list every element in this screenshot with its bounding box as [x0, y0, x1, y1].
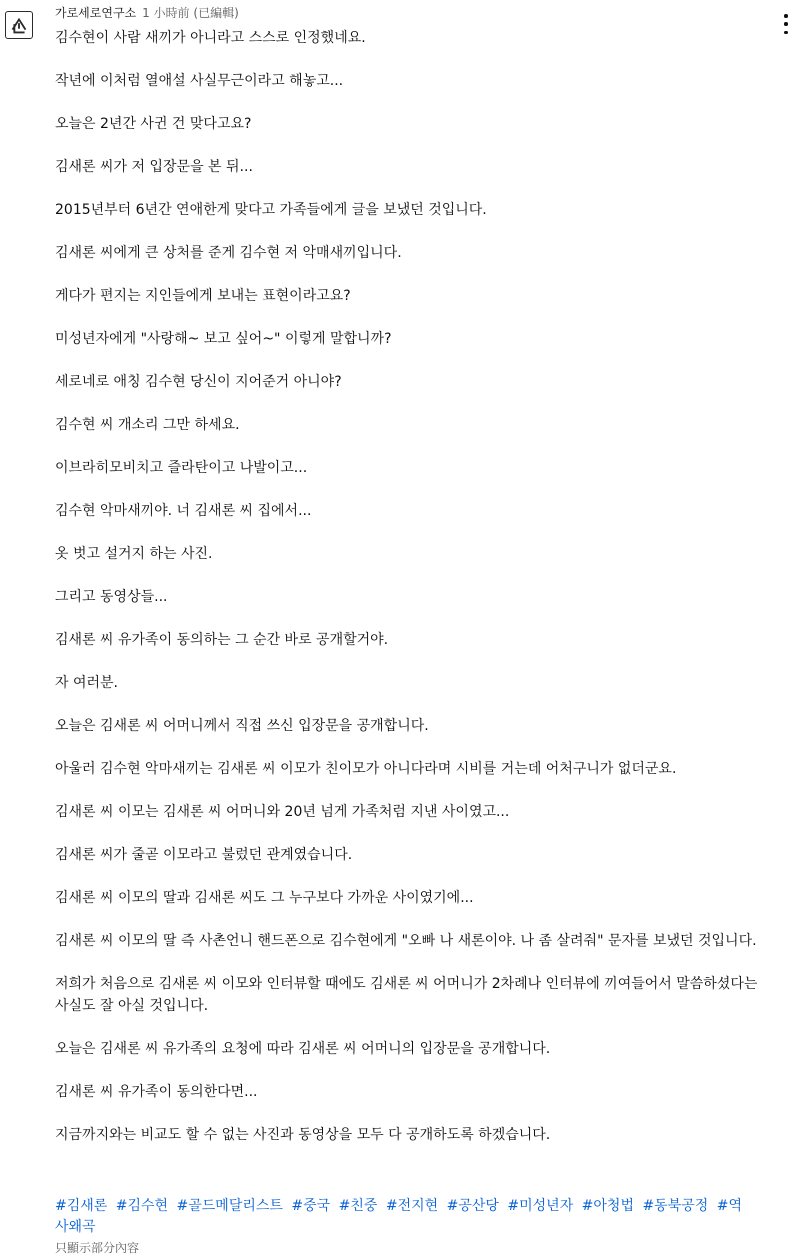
comment-paragraph: 김새론 씨 이모의 딸과 김새론 씨도 그 누구보다 가까운 사이였기에...	[55, 890, 474, 906]
comment-author[interactable]: 가로세로연구소	[55, 6, 137, 20]
comment-paragraph: 김새론 씨에게 큰 상처를 준게 김수현 저 악매새끼입니다.	[55, 245, 402, 261]
comment-paragraph: 작년에 이처럼 열애설 사실무근이라고 해놓고...	[55, 73, 344, 89]
comment-paragraph: 오늘은 2년간 사귄 건 맞다고요?	[55, 116, 252, 132]
comment-paragraph: 아울러 김수현 악마새끼는 김새론 씨 이모가 친이모가 아니다라며 시비를 거는데 어처구니가 없더군요.	[55, 761, 677, 777]
comment-paragraph: 게다가 편지는 지인들에게 보내는 표현이라고요?	[55, 288, 351, 304]
comment-paragraph: 세로네로 애칭 김수현 당신이 지어준거 아니야?	[55, 374, 342, 390]
comment-paragraph: 김수현 악마새끼야. 너 김새론 씨 집에서...	[55, 503, 312, 519]
comment-paragraph: 지금까지와는 비교도 할 수 없는 사진과 동영상을 모두 다 공개하도록 하겠습니다.	[55, 1127, 551, 1143]
comment-paragraph: 김새론 씨 이모의 딸 즉 사촌언니 핸드폰으로 김수현에게 "오빠 나 새론이야. 나 좀 살려줘" 문자를 보냈던 것입니다.	[55, 933, 757, 949]
comment-paragraph: 김새론 씨가 저 입장문을 본 뒤...	[55, 159, 253, 175]
hashtag-link[interactable]: #동북공정	[642, 1198, 709, 1214]
hashtag-link[interactable]: #역사왜곡	[55, 1198, 742, 1235]
comment-action-menu-button[interactable]	[780, 12, 792, 36]
comment-paragraph: 저희가 처음으로 김새론 씨 이모와 인터뷰할 때에도 김새론 씨 어머니가 2차례나 인터뷰에 끼여들어서 말씀하셨다는 사실도 잘 아실 것입니다.	[55, 976, 758, 1014]
comment-paragraph: 옷 벗고 설거지 하는 사진.	[55, 546, 213, 562]
comment-paragraph: 김수현이 사람 새끼가 아니라고 스스로 인정했네요.	[55, 30, 366, 46]
comment-body	[55, 27, 780, 1167]
comment-paragraph: 오늘은 김새론 씨 유가족의 요청에 따라 김새론 씨 어머니의 입장문을 공개합니다.	[55, 1041, 551, 1057]
more-vert-icon-dot	[784, 31, 788, 35]
hashtag-link[interactable]: #중국	[291, 1198, 331, 1214]
hashtag-link[interactable]: #미성년자	[507, 1198, 574, 1214]
comment-paragraph: 2015년부터 6년간 연애한게 맞다고 가족들에게 글을 보냈던 것입니다.	[55, 202, 487, 218]
more-vert-icon-dot	[784, 14, 788, 18]
more-vert-icon-dot	[784, 22, 788, 26]
comment-paragraph: 김새론 씨가 줄곧 이모라고 불렀던 관계였습니다.	[55, 847, 353, 863]
comment-header	[55, 5, 239, 21]
hashtag-list	[55, 1196, 755, 1238]
comment-paragraph: 김수현 씨 개소리 그만 하세요.	[55, 417, 240, 433]
garosero-logo-icon	[6, 12, 32, 38]
comment-paragraph: 김새론 씨 유가족이 동의한다면...	[55, 1084, 258, 1100]
hashtag-link[interactable]: #전지현	[385, 1198, 439, 1214]
channel-avatar[interactable]	[5, 11, 33, 39]
comment-paragraph: 그리고 동영상들...	[55, 589, 168, 605]
comment-paragraph: 미성년자에게 "사랑해~ 보고 싶어~" 이렇게 말합니까?	[55, 331, 392, 347]
read-more-link[interactable]: 只顯示部分內容	[55, 1241, 140, 1255]
comment-paragraph: 자 여러분.	[55, 675, 118, 691]
hashtag-link[interactable]: #공산당	[446, 1198, 499, 1214]
comment-paragraph: 이브라히모비치고 즐라탄이고 나발이고...	[55, 460, 308, 476]
comment-paragraph: 김새론 씨 이모는 김새론 씨 어머니와 20년 넘게 가족처럼 지낸 사이였고...	[55, 804, 510, 820]
comment-paragraph: 오늘은 김새론 씨 어머니께서 직접 쓰신 입장문을 공개합니다.	[55, 718, 429, 734]
comment-timestamp[interactable]: 1 小時前 (已編輯)	[142, 6, 239, 20]
hashtag-link[interactable]: #친중	[338, 1198, 378, 1214]
hashtag-link[interactable]: #김수현	[115, 1198, 169, 1214]
comment-paragraph: 김새론 씨 유가족이 동의하는 그 순간 바로 공개할거야.	[55, 632, 389, 648]
hashtag-link[interactable]: #골드메달리스트	[176, 1198, 283, 1214]
hashtag-link[interactable]: #아청법	[581, 1198, 634, 1214]
hashtag-link[interactable]: #김새론	[55, 1198, 108, 1214]
